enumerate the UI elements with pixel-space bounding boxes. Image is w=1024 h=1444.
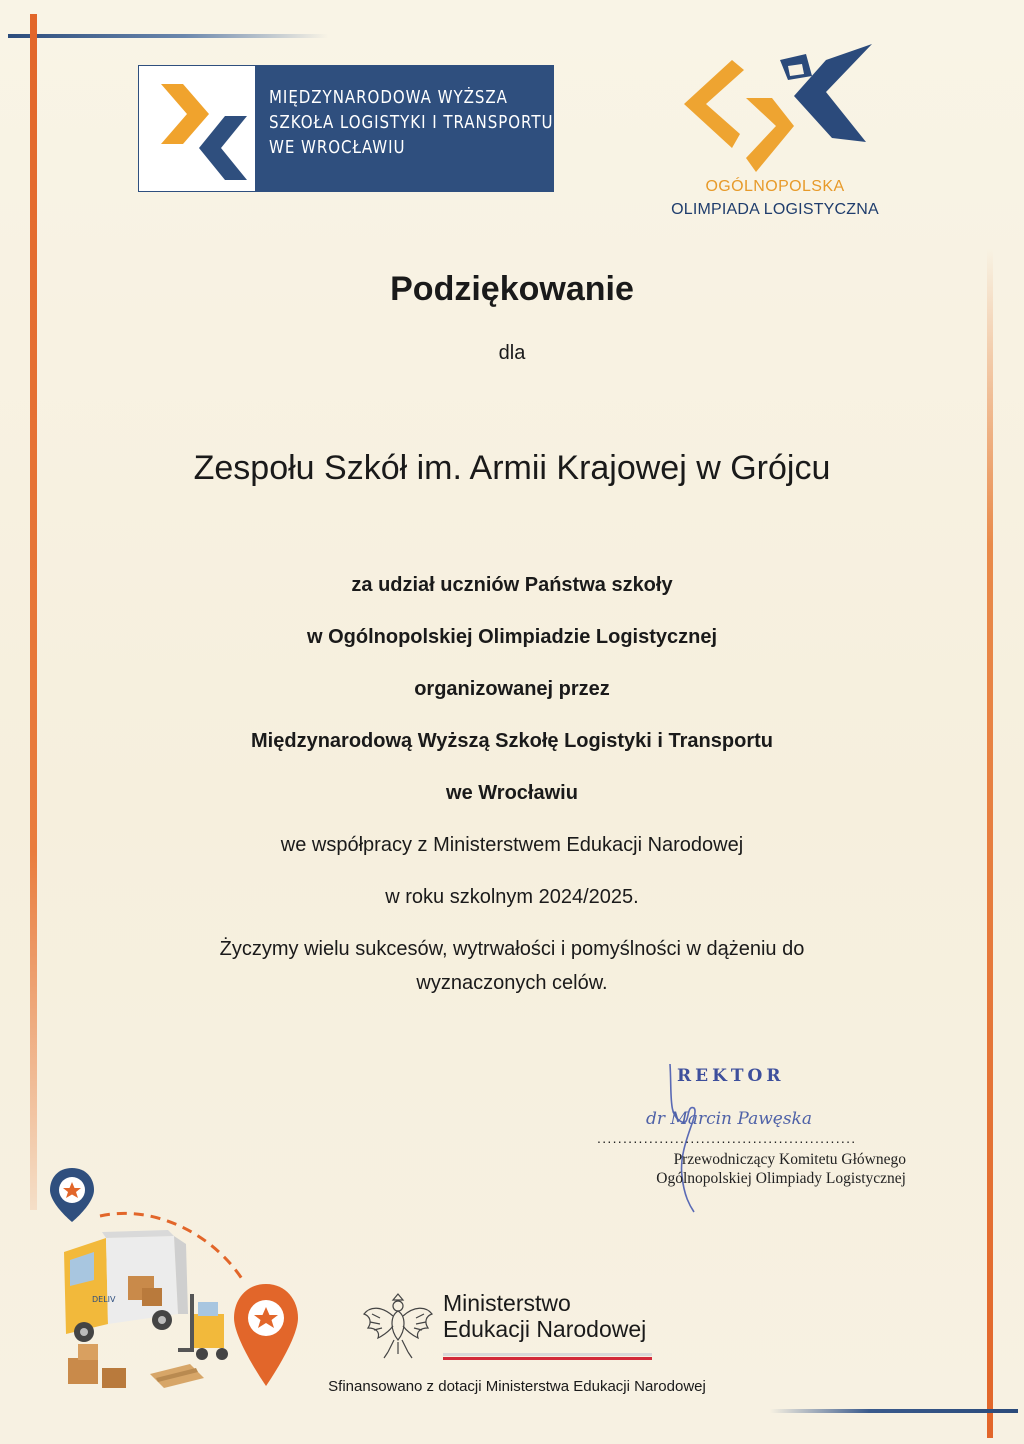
stamp-title: REKTOR bbox=[677, 1066, 785, 1086]
body-line-7: w roku szkolnym 2024/2025. bbox=[385, 886, 639, 908]
ministry-name-line-2: Edukacji Narodowej bbox=[443, 1316, 647, 1342]
body-line-2: w Ogólnopolskiej Olimpiadzie Logistycznej bbox=[306, 626, 718, 648]
frame-top-line bbox=[8, 34, 328, 38]
olympiad-logo-icon bbox=[676, 40, 876, 172]
body-line-8: Życzymy wielu sukcesów, wytrwałości i pomyślności w dążeniu do bbox=[219, 938, 805, 960]
location-pin-small-icon bbox=[50, 1168, 94, 1222]
recipient-name: Zespołu Szkół im. Armii Krajowej w Grójcu bbox=[193, 449, 831, 487]
university-name-band bbox=[255, 66, 553, 191]
olympiad-name-line-1: OGÓLNOPOLSKA bbox=[705, 178, 845, 195]
body-line-5: we Wrocławiu bbox=[446, 782, 578, 804]
delivery-truck-icon bbox=[64, 1230, 188, 1342]
funding-note: Sfinansowano z dotacji Ministerstwa Edukacji Narodowej bbox=[328, 1378, 706, 1395]
signatory-role-line-1: Przewodniczący Komitetu Głównego bbox=[673, 1151, 906, 1168]
signatory-name: dr Marcin Pawęska bbox=[646, 1109, 812, 1129]
university-name-line-2: SZKOŁA LOGISTYKI I TRANSPORTU bbox=[269, 113, 554, 133]
university-name-line-1: MIĘDZYNARODOWA WYŻSZA bbox=[269, 88, 508, 108]
body-line-3: organizowanej przez bbox=[414, 678, 610, 700]
ministry-name-line-1: Ministerstwo bbox=[443, 1290, 571, 1316]
flag-red-stripe bbox=[443, 1357, 652, 1360]
body-line-4: Międzynarodową Wyższą Szkołę Logistyki i Transportu bbox=[251, 730, 773, 752]
logistics-illustration bbox=[44, 1164, 314, 1404]
truck-label: DELIV bbox=[92, 1295, 116, 1304]
university-name-line-3: WE WROCŁAWIU bbox=[269, 138, 406, 158]
certificate-title: Podziękowanie bbox=[390, 270, 634, 308]
signature-line: .................................................. bbox=[597, 1130, 857, 1146]
body-line-1: za udział uczniów Państwa szkoły bbox=[351, 574, 673, 596]
frame-left-line bbox=[30, 14, 37, 1210]
frame-bottom-line bbox=[770, 1409, 1018, 1413]
body-line-9: wyznaczonych celów. bbox=[416, 972, 608, 994]
polish-eagle-emblem-icon bbox=[360, 1284, 436, 1364]
university-logo bbox=[138, 65, 554, 192]
university-chevron-icon bbox=[153, 76, 257, 182]
for-label: dla bbox=[498, 342, 526, 364]
flag-white-stripe bbox=[443, 1353, 652, 1356]
body-line-6: we współpracy z Ministerstwem Edukacji Narodowej bbox=[280, 834, 744, 856]
location-pin-large-icon bbox=[234, 1284, 298, 1386]
olympiad-name-line-2: OLIMPIADA LOGISTYCZNA bbox=[671, 201, 879, 218]
signatory-role bbox=[656, 1150, 906, 1188]
signatory-role-line-2: Ogólnopolskiej Olimpiady Logistycznej bbox=[656, 1170, 906, 1187]
